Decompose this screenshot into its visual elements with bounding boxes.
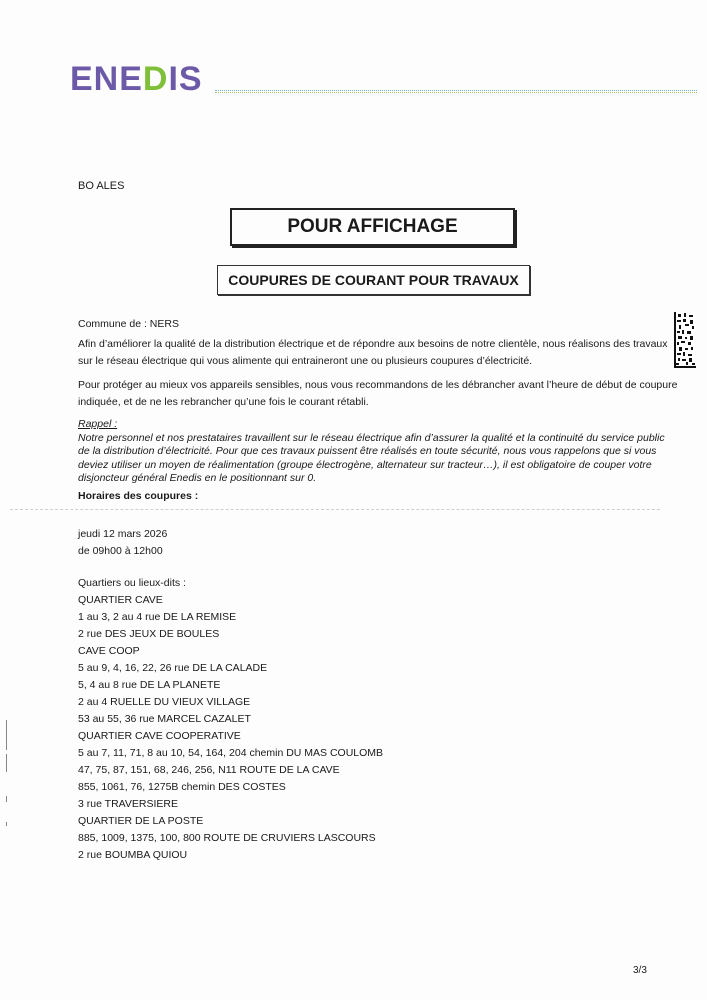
- rappel-label: Rappel :: [78, 418, 118, 430]
- rappel-text: Notre personnel et nos prestataires travaillent sur le réseau électrique afin d’assurer la qualité et la continuité du service public de la distribution d’électricité. Pour que ces travaux puissent être réalisés en toute sécurité, nous vous rappelons que si vous deviez utiliser un moyen de réalimentation (groupe électrogène, alternateur sur tracteur…), il est obligatoire de couper votre disjoncteur général Enedis en le positionnant sur 0.: [78, 431, 665, 484]
- coupures-box: [217, 265, 530, 295]
- header-rule: [215, 90, 697, 91]
- header-rule-secondary: [215, 92, 697, 93]
- logo-text-swirl: D: [142, 60, 169, 98]
- places-list: [78, 575, 383, 864]
- list-item: QUARTIER DE LA POSTE: [78, 815, 204, 827]
- list-item: QUARTIER CAVE COOPERATIVE: [78, 730, 241, 742]
- horaires-heading: Horaires des coupures :: [78, 490, 199, 502]
- list-item: 2 rue BOUMBA QUIOU: [78, 849, 188, 861]
- schedule-time: de 09h00 à 12h00: [78, 545, 163, 557]
- pour-affichage-box: [230, 208, 515, 246]
- list-item: 1 au 3, 2 au 4 rue DE LA REMISE: [78, 611, 237, 623]
- rappel-section: [78, 418, 678, 486]
- schedule-date: jeudi 12 mars 2026: [78, 528, 168, 540]
- margin-scan-mark: [4, 720, 10, 830]
- commune-line: Commune de : NERS: [78, 318, 179, 330]
- sender-label: BO ALES: [78, 180, 125, 192]
- logo-text-end: IS: [168, 60, 203, 98]
- schedule-block: [78, 526, 167, 560]
- list-item: CAVE COOP: [78, 645, 140, 657]
- logo-text-start: ENE: [70, 60, 143, 98]
- enedis-logo: [70, 62, 203, 96]
- list-item: 5 au 9, 4, 16, 22, 26 rue DE LA CALADE: [78, 662, 268, 674]
- list-item: 5, 4 au 8 rue DE LA PLANETE: [78, 679, 221, 691]
- list-item: 2 rue DES JEUX DE BOULES: [78, 628, 220, 640]
- list-item: 855, 1061, 76, 1275B chemin DES COSTES: [78, 781, 286, 793]
- list-item: 5 au 7, 11, 71, 8 au 10, 54, 164, 204 chemin DU MAS COULOMB: [78, 747, 384, 759]
- places-heading: Quartiers ou lieux-dits :: [78, 577, 186, 589]
- pour-affichage-title: POUR AFFICHAGE: [287, 216, 458, 237]
- list-item: 3 rue TRAVERSIERE: [78, 798, 178, 810]
- page-number: 3/3: [633, 965, 647, 976]
- scan-artifact-line: [10, 509, 660, 510]
- list-item: QUARTIER CAVE: [78, 594, 163, 606]
- protection-paragraph: Pour protéger au mieux vos appareils sensibles, nous vous recommandons de les débrancher avant l’heure de début de coupure indiquée, et de ne les rebrancher qu’une fois le courant rétabli.: [78, 379, 678, 408]
- intro-paragraph: Afin d’améliorer la qualité de la distribution électrique et de répondre aux besoins de notre clientèle, nous réalisons des travaux sur le réseau électrique qui vous alimente qui entraineront une ou plusieurs coupures d’électricité.: [78, 338, 668, 367]
- list-item: 47, 75, 87, 151, 68, 246, 256, N11 ROUTE DE LA CAVE: [78, 764, 340, 776]
- list-item: 53 au 55, 36 rue MARCEL CAZALET: [78, 713, 251, 725]
- coupures-title: COUPURES DE COURANT POUR TRAVAUX: [228, 272, 519, 288]
- list-item: 885, 1009, 1375, 100, 800 ROUTE DE CRUVIERS LASCOURS: [78, 832, 376, 844]
- list-item: 2 au 4 RUELLE DU VIEUX VILLAGE: [78, 696, 251, 708]
